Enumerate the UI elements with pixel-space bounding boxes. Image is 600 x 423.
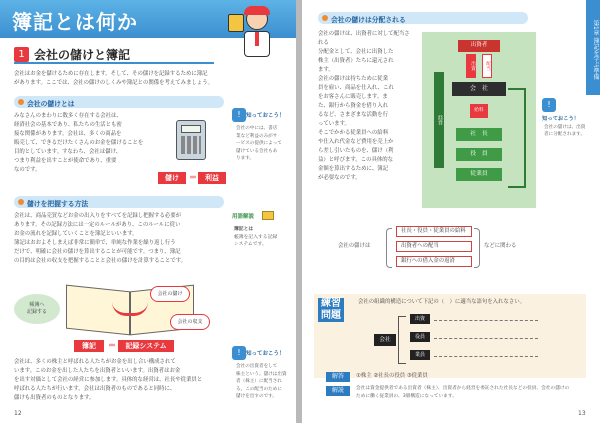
mascot-tie (255, 32, 259, 46)
page-title: 簿記とは何か (12, 10, 138, 34)
management-label: 経営 (434, 72, 444, 168)
side-note-1 (232, 108, 290, 188)
formula-bookkeeping-a: 簿記 (74, 340, 104, 352)
body-line: なのです。 (14, 167, 41, 173)
payout-item: 銀行への借入金の返済 (396, 256, 472, 267)
payout-item: 社長・役員・従業員の給料 (396, 226, 472, 237)
exercise-company: 会社 (374, 334, 396, 346)
commentary-line: ために働く従業員の、3層構造になっています。 (356, 393, 457, 399)
info-icon: ! (542, 98, 556, 112)
note-line: 業など利益のみがサ (236, 133, 278, 139)
note-title: 知っておこう！ (246, 351, 285, 357)
body-line: 会社は、商品売買などお金の出入りをすべてを記録し把握する必要が (14, 213, 182, 219)
note-line: ービスの提供によって (236, 141, 282, 147)
body-line: 会社の儲けは持ちために従業 (318, 76, 389, 82)
side-note-right (542, 98, 590, 148)
formula-profit-a: 儲け (158, 172, 186, 184)
body-line: 会社の儲けは、出資者に対して配当される (318, 31, 410, 46)
glossary-title: 用語解説 (232, 214, 255, 220)
sub-heading-profit: 会社の儲けとは (27, 100, 75, 108)
exercise-question: 会社の組織的構造について下記の（ ）に適当な語句を入れなさい。 (358, 299, 526, 305)
formula-eq-2: ＝ (108, 341, 116, 350)
info-icon: ! (232, 346, 246, 360)
calc-screen (181, 125, 201, 133)
shareholders-box: 出資者 (458, 40, 500, 52)
body-line: 目的としています。すなわち、会社は儲け、 (14, 149, 122, 155)
body-line: た、銀行から資金を借り入れ (318, 103, 389, 109)
note-line: 者に分配されます。 (544, 132, 585, 138)
employees-box: 従業員 (456, 168, 502, 181)
officers-box: 役 員 (456, 148, 502, 161)
mascot-hair (244, 6, 270, 15)
body-line: お金の流れを記録していくことを簿記といいます。 (14, 231, 138, 237)
body-line: 接な関係があります。会社は、多くの商品を (14, 131, 122, 137)
body-line: や仕入れ代金など費用を売上か (318, 139, 394, 145)
page-number: 12 (14, 410, 22, 417)
invest-arrow: 出資 (466, 54, 476, 78)
exercise-item: 役員 (410, 332, 430, 342)
answer-line (434, 356, 538, 357)
body-line: を出す対価として会社の経営に参加します。具体的な経営は、社長や従業員と (14, 377, 203, 383)
bubble-balance: 会社の収支 (170, 314, 210, 330)
note-line: 株主という。儲けは出資 (236, 371, 287, 377)
glossary-note (232, 212, 290, 262)
payout-suffix: などに関わる (484, 243, 517, 249)
body-line: 金額を算出するために、簿記 (318, 166, 389, 172)
book-icon (262, 211, 274, 220)
body-line: 呼ばれる人たちが行います。会社は出資者のものであると同時に、 (14, 386, 176, 392)
body-line: 経済社会の基本であり、私たちの生活とも密 (14, 122, 122, 128)
exercise-bracket (398, 316, 406, 364)
answer-line (434, 320, 538, 321)
body-line: ます。 (318, 67, 334, 73)
right-page (302, 0, 600, 423)
body-line: をお客さんに販売します。ま (318, 94, 388, 100)
body-line: 益）と呼びます。この具体的な (318, 157, 394, 163)
body-line: そこでかかる従業員への給料 (318, 130, 389, 136)
note-line: 会社の出資者をして (236, 364, 278, 369)
flow-bracket (508, 88, 526, 188)
body-line: 株主（出資者）たちに還元され (318, 58, 394, 64)
formula-eq: ＝ (189, 173, 197, 182)
bullet-icon (18, 99, 24, 105)
record-bubble: 帳簿へ 記録する (14, 294, 60, 324)
intro-line: があります。ここでは、会社の儲けのしくみや簿記との関係を考えてみましょう。 (14, 80, 214, 86)
bullet-icon (18, 199, 24, 205)
formula-profit-b: 利益 (198, 172, 226, 184)
answer-body: ①株主 ②社長の役員 ③従業員 (356, 373, 428, 379)
answer-tag: 解答 (326, 372, 350, 382)
formula-bookkeeping-b: 記録システム (118, 340, 174, 352)
commentary-line: 会社は資金提供者である出資者（株主）、出資者から経営を委託された社長などの役員、会社の儲けの (356, 386, 570, 391)
exercise-item: 出資 (410, 314, 430, 324)
body-line: あります。その記録方法には一定のルールがあり、このルールに従い (14, 222, 181, 228)
intro-text (14, 70, 284, 88)
commentary-body (356, 385, 586, 400)
dividend-arrow: 配当 (482, 54, 492, 78)
company-structure-diagram (422, 32, 536, 208)
payout-item: 出資者への配当 (396, 241, 472, 252)
body-line: 簿記はおおよそしまえば非常に簡単で、単純な作業を繰り返し行う (14, 240, 176, 246)
note-line: ります。 (236, 156, 255, 162)
distribution-body (318, 30, 410, 183)
note-line: 儲けを出すのです。 (236, 394, 277, 400)
profit-body (14, 112, 176, 175)
body-line: だけで、明確に会社の儲けを算出することが可能です。つまり、簿記 (14, 249, 181, 255)
glossary-line: 帳簿を記入する記録 (234, 234, 278, 240)
bullet-icon (322, 15, 328, 21)
exercise-item: 業員 (410, 350, 430, 360)
note-line: る。この配当のために (236, 386, 282, 392)
payout-bracket-right (474, 228, 480, 268)
info-icon: ! (232, 108, 246, 122)
mascot-illustration (228, 4, 282, 64)
exercise-tag: 練習 問題 (318, 298, 344, 322)
note-line: 会社の中には、書店 (236, 126, 278, 131)
body-line: が必要なのです。 (318, 175, 361, 181)
section-number: 1 (14, 47, 29, 62)
side-note-2 (232, 346, 290, 406)
chapter-tab: 第1章 簿記を学ぶ準備 (586, 0, 600, 95)
payout-bracket (386, 228, 392, 268)
shareholder-body (14, 358, 228, 403)
left-page (0, 0, 296, 423)
body-line: 分配金として、会社に出資した (318, 49, 394, 55)
body-line: つまり利益を出すことが使命であり、重要 (14, 158, 117, 164)
president-box: 社 長 (456, 128, 502, 141)
sub-heading-distribution: 会社の儲けは分配される (331, 16, 406, 24)
answer-line (434, 338, 538, 339)
body-line: ら差し引いたものを、儲け（利 (318, 148, 394, 154)
commentary-tag: 解説 (326, 386, 350, 396)
note-title: 知っておこう！ (246, 113, 285, 119)
body-line: 員を雇い、商品を仕入れ、これ (318, 85, 394, 91)
body-line: っています。 (318, 121, 350, 127)
body-line: います。このお金を出した人たちを出資者といいます。出資者はお金 (14, 368, 181, 374)
company-box: 会 社 (452, 82, 506, 96)
body-line: 販売して、できるだけたくさんのお金を儲けることを (14, 140, 144, 146)
note-line: 儲けている会社もあ (236, 148, 278, 154)
note-body (544, 124, 585, 139)
note-title: 知っておこう！ (542, 116, 580, 122)
calculator-icon (228, 14, 244, 32)
glossary-term: 簿記とは (234, 227, 254, 232)
intro-line: 会社はお金を儲けるために存在します。そして、その儲けを記録するために簿記 (14, 71, 208, 77)
body-line: 会社は、多くの株主と呼ばれる人たちがお金を出し合い構成されて (14, 359, 176, 365)
glossary-body (234, 226, 277, 249)
section-title: 会社の儲けと簿記 (34, 48, 131, 62)
body-line: みなさんのまわりに数多く存在する会社は、 (14, 113, 122, 119)
note-body (236, 363, 287, 401)
calculator-character-icon (176, 120, 206, 160)
body-line: るなど、さまざまな活動を行 (318, 112, 389, 118)
bubble-profit: 会社の儲け (150, 286, 190, 302)
method-body (14, 212, 228, 266)
glossary-line: システムです。 (234, 242, 267, 248)
note-line: 者（株主）に配当され (236, 379, 282, 385)
payout-label: 会社の儲けは (338, 243, 371, 249)
exercise-box (314, 294, 586, 378)
page-number: 13 (578, 410, 586, 417)
body-line: の目的は会社の収支を把握することと会社の儲けを計算することです。 (14, 258, 187, 264)
calc-keys (181, 136, 201, 154)
note-line: 会社の儲けは、出資 (544, 125, 586, 130)
note-body (236, 125, 282, 163)
sub-heading-method: 儲けを把握する方法 (27, 200, 89, 208)
body-line: 儲けも出資者のものとなります。 (14, 395, 95, 401)
salary-arrow: 給料 (470, 104, 488, 118)
